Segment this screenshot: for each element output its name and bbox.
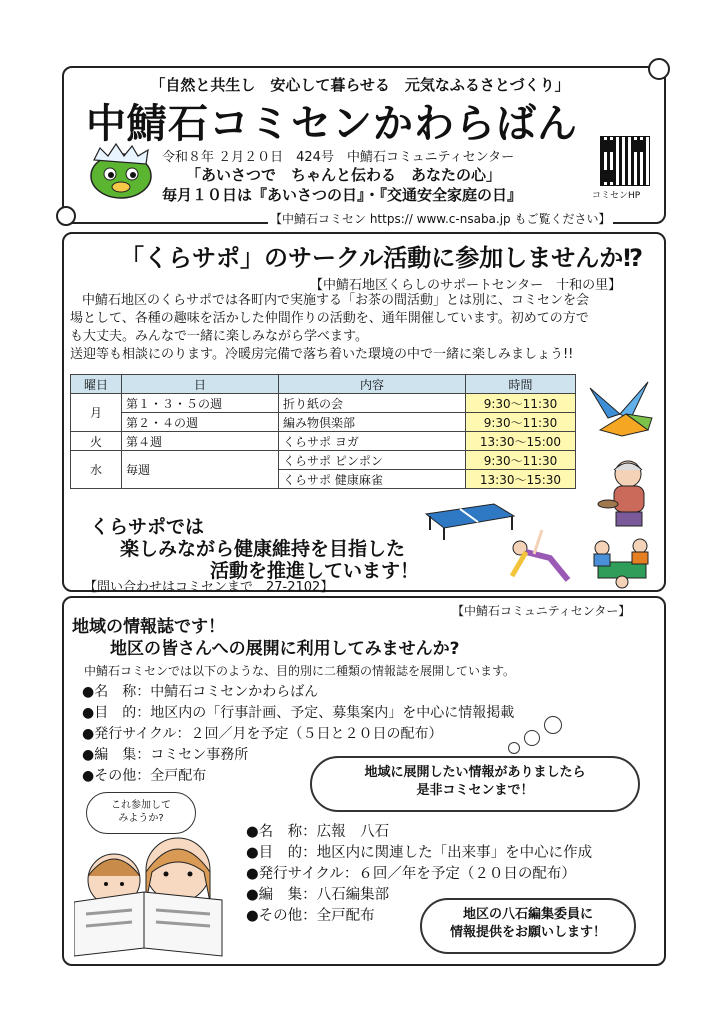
cloud-text: 情報提供をお願いします！ — [449, 925, 606, 940]
yoga-pose-icon — [498, 524, 582, 584]
inquiry-contact: 【問い合わせはコミセンまで 27-2102】 — [84, 580, 334, 595]
schedule-table — [70, 374, 576, 489]
qr-label: コミセンHP — [592, 191, 641, 201]
section1-title: 「くらサポ」のサークル活動に参加しませんか⁉ — [120, 244, 644, 272]
date-cell: 第１・３・５の週 — [122, 394, 279, 413]
origami-crane-icon — [586, 378, 654, 438]
table-row — [71, 413, 576, 432]
thought-bubble-dot — [508, 742, 520, 754]
table-row — [71, 394, 576, 413]
thought-bubble-dot — [524, 730, 540, 746]
body-line: も大丈夫。みんなで一緒に楽しみながら学べます。 — [70, 329, 368, 344]
cloud-text: 地域に展開したい情報がありましたら — [364, 765, 586, 780]
mahjong-players-icon — [584, 532, 660, 590]
day-cell: 火 — [71, 432, 122, 451]
family-reading-newspaper-icon — [74, 832, 224, 958]
thought-bubble-dot — [544, 716, 562, 734]
greeting-motto: 「あいさつで ちゃんと伝わる あなたの心」 — [186, 166, 502, 184]
scroll-curl-decoration — [648, 58, 670, 80]
day-cell: 水 — [71, 451, 122, 489]
list-item: ●その他：全戸配布 — [246, 908, 375, 924]
monthly-days: 毎月１０日は『あいさつの日』・『交通安全家庭の日』 — [162, 186, 523, 204]
contact-cloud-2 — [420, 898, 636, 954]
section1-source: 【中鯖石地区くらしのサポートセンター 十和の里】 — [310, 278, 622, 293]
section2-intro: 中鯖石コミセンでは以下のような、目的別に二種類の情報誌を展開しています。 — [84, 664, 516, 678]
speech-text: みようか? — [118, 813, 164, 824]
section2-title: 地域の情報誌です！ — [72, 617, 225, 637]
promo-line: くらサポでは — [90, 516, 205, 538]
time-cell: 9:30～11:30 — [466, 451, 576, 470]
speech-bubble — [86, 792, 196, 834]
list-item: ●編 集：コミセン事務所 — [82, 747, 249, 763]
list-item: ●編 集：八石編集部 — [246, 887, 390, 903]
date-cell: 第４週 — [122, 432, 279, 451]
col-header: 時間 — [466, 375, 576, 394]
col-header: 曜日 — [71, 375, 122, 394]
slogan: 「自然と共生し 安心して暮らせる 元気なふるさとづくり」 — [150, 76, 570, 94]
issue-info: 令和８年 ２月２０日 424号 中鯖石コミュニティセンター — [162, 150, 515, 165]
website-notice: 【中鯖石コミセン https:// www.c-nsaba.jp もご覧ください】 — [270, 212, 611, 226]
body-line: 場として、各種の趣味を活かした仲間作りの活動を、通年開催しています。初めての方で — [70, 311, 589, 326]
table-row — [71, 432, 576, 451]
content-cell: くらサポ 健康麻雀 — [279, 470, 466, 489]
list-item: ●目 的：地区内に関連した「出来事」を中心に作成 — [246, 845, 593, 861]
list-item: ●発行サイクル：６回／年を予定（２０日の配布） — [246, 866, 576, 882]
time-cell: 13:30～15:00 — [466, 432, 576, 451]
time-cell: 13:30～15:30 — [466, 470, 576, 489]
body-line: 送迎等も相談にのります。冷暖房完備で落ち着いた環境の中で一緒に楽しみましょう!! — [70, 347, 574, 362]
qr-code[interactable] — [600, 136, 650, 186]
col-header: 内容 — [279, 375, 466, 394]
day-cell: 月 — [71, 394, 122, 432]
col-header: 日 — [122, 375, 279, 394]
content-cell: くらサポ ヨガ — [279, 432, 466, 451]
kappa-mascot-icon — [86, 140, 156, 200]
date-cell: 第２・４の週 — [122, 413, 279, 432]
scroll-curl-decoration — [56, 206, 76, 226]
section2-source: 【中鯖石コミュニティセンター】 — [452, 604, 631, 618]
grandmother-knitting-icon — [594, 456, 656, 530]
content-cell: 編み物倶楽部 — [279, 413, 466, 432]
list-item: ●その他：全戸配布 — [82, 768, 207, 784]
contact-cloud-1 — [310, 756, 640, 812]
promo-line: 楽しみながら健康維持を目指した — [120, 538, 406, 560]
content-cell: くらサポ ピンポン — [279, 451, 466, 470]
date-cell: 毎週 — [122, 451, 279, 489]
list-item: ●名 称：広報 八石 — [246, 824, 390, 840]
section2-subtitle: 地区の皆さんへの展開に利用してみませんか? — [110, 639, 460, 659]
list-item: ●発行サイクル：２回／月を予定（５日と２０日の配布） — [82, 726, 443, 742]
section1-body — [70, 292, 655, 364]
table-row — [71, 451, 576, 470]
body-line: 中鯖石地区のくらサポでは各町内で実施する「お茶の間活動」とは別に、コミセンを会 — [82, 293, 590, 308]
cloud-text: 地区の八石編集委員に — [462, 907, 593, 922]
newsletter-title: 中鯖石コミセンかわらばん — [86, 101, 578, 147]
content-cell: 折り紙の会 — [279, 394, 466, 413]
speech-text: これ参加して — [111, 800, 171, 811]
list-item: ●名 称：中鯖石コミセンかわらばん — [82, 684, 319, 700]
time-cell: 9:30～11:30 — [466, 413, 576, 432]
cloud-text: 是非コミセンまで！ — [416, 783, 534, 798]
promo-line: 活動を推進しています！ — [210, 560, 420, 582]
list-item: ●目 的：地区内の「行事計画、予定、募集案内」を中心に情報掲載 — [82, 705, 515, 721]
time-cell: 9:30～11:30 — [466, 394, 576, 413]
